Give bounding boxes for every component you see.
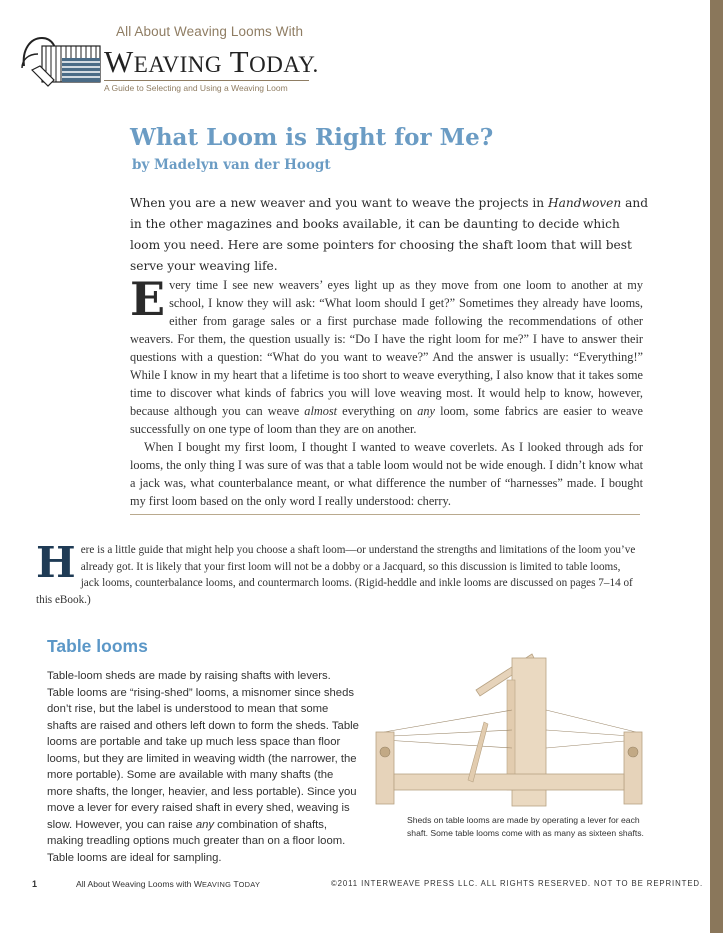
header-series-title: All About Weaving Looms With: [116, 24, 304, 39]
figure-caption: Sheds on table looms are made by operating a lever for each shaft. Some table looms come with as many as sixteen shafts.: [407, 815, 644, 839]
paragraph-text: loom, some fabrics are easier to weave successfully on one type of loom than they are on another.: [130, 404, 644, 436]
article-byline: by Madelyn van der Hoogt: [132, 157, 331, 173]
drop-cap: H: [36, 538, 76, 587]
section-text: combination of shafts, making treadling options much greater than on a floor loom. Table looms are ideal for sampling.: [47, 818, 346, 864]
brand-period: .: [312, 52, 319, 77]
footer-brand-word: ODAY: [238, 880, 261, 889]
intro-text: and in the other magazines and books available, it can be daunting to decide which loom you need. Here are some pointers for choosing the shaft loom that will best serve your weaving life.: [130, 196, 649, 273]
footer-text: All About Weaving Looms with: [76, 879, 194, 889]
guide-paragraph: [36, 538, 640, 608]
section-italic: any: [195, 818, 215, 831]
copyright-notice: ©2011 INTERWEAVE PRESS LLC. ALL RIGHTS RESERVED. NOT TO BE REPRINTED.: [331, 879, 704, 888]
intro-italic: Handwoven: [547, 196, 622, 210]
footer-brand-word: EAVING: [201, 880, 232, 889]
header-rule: [104, 80, 309, 81]
weaving-basket-logo-icon: [18, 30, 104, 88]
drop-cap: E: [130, 272, 166, 326]
paragraph-italic: any: [417, 404, 435, 418]
article-paragraph: [130, 272, 644, 438]
paragraph-text: very time I see new weavers’ eyes light up as they move from one loom to another at my school, I know they will ask: “What loom should I get?” Sometimes they already have looms, either from garage sales or a first purchase made following the recommendations of other weavers. For them, the question usually is: “Do I have the right loom for me?” I have to answer their questions with a question: “What do you want to weave?” And the answer is usually: “Everything!” While I know in my heart that a lifetime is too short to weave everything, I also know that it takes some time to discover what kinds of fabrics you will love weaving most. It would help to know, however, because although you can weave: [130, 278, 643, 418]
brand-word: ODAY: [249, 52, 313, 77]
section-body: [47, 668, 359, 866]
article-body: [130, 272, 644, 510]
section-text: Table-loom sheds are made by raising shafts with levers. Table looms are “rising-shed” looms, a misnomer since sheds don’t rise, but the label is understood to mean that some shafts are raised and others left down to form the sheds. Table looms are portable and take up much less space than floor looms, but they are limited in weaving width (the narrower, the more portable). Some are available with many shafts (the more shafts, the longer, heavier, and less portable). Since you move a lever for every raised shaft in every shed, weaving is slow. However, you can raise: [47, 670, 359, 831]
brand-letter: W: [104, 44, 134, 79]
footer-brand-letter: T: [233, 879, 239, 889]
article-title: What Loom is Right for Me?: [130, 124, 494, 151]
header-brand: [104, 44, 319, 80]
footer-title: [76, 879, 260, 889]
brand-word: EAVING: [133, 52, 222, 77]
paragraph-italic: almost: [304, 404, 338, 418]
paragraph-text: everything on: [337, 404, 418, 418]
section-divider: [130, 514, 640, 515]
header-subtitle: A Guide to Selecting and Using a Weaving Loom: [104, 83, 288, 93]
article-paragraph: When I bought my first loom, I thought I wanted to weave coverlets. As I looked through ads for looms, the only thing I was sure of was that a table loom would not be wide enough. I didn’t know what a jack was, what counterbalance meant, or what difference the number of “harnesses” made. I bought my first loom based on the only word I really understood: cherry.: [130, 440, 643, 508]
section-heading: Table looms: [47, 636, 148, 656]
brand-letter: T: [229, 44, 250, 79]
side-color-band: [710, 0, 723, 933]
page-number: 1: [32, 879, 38, 889]
paragraph-text: ere is a little guide that might help you choose a shaft loom—or understand the strengths and limitations of the loom you’ve already got. It is likely that your first loom will not be a dobby or a Jacquard, so this discussion is limited to table looms, jack looms, counterbalance looms, and countermarch looms. (Rigid-heddle and inkle looms are discussed on pages 7–14 of this eBook.): [36, 544, 636, 606]
article-intro: [130, 193, 650, 277]
table-loom-illustration: [372, 640, 650, 810]
footer-brand-letter: W: [193, 879, 202, 889]
intro-text: When you are a new weaver and you want to weave the projects in: [130, 196, 548, 210]
